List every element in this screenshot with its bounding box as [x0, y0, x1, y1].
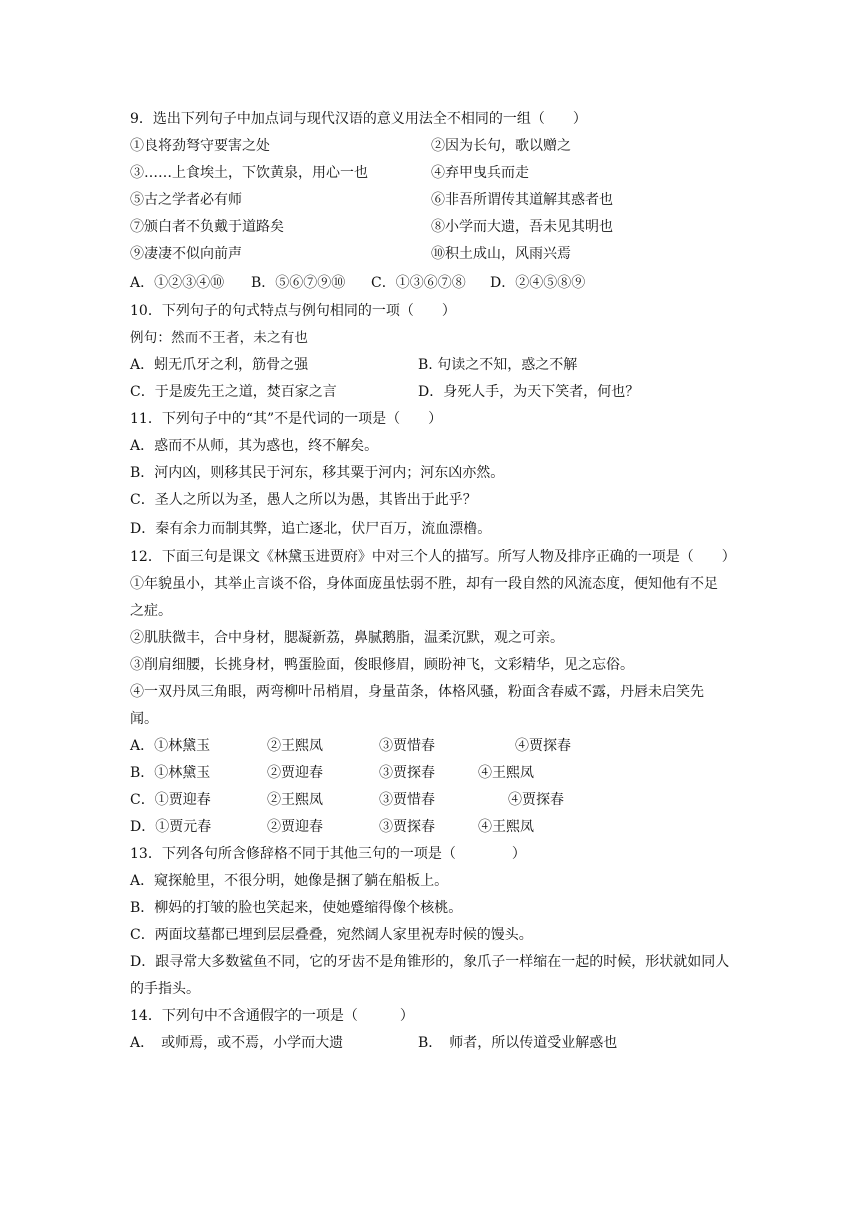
q12-option-c-2: ②王熙凤: [267, 792, 323, 808]
q11-option-d: D．秦有余力而制其弊，追亡逐北，伏尸百万，流血漂橹。: [130, 521, 492, 537]
q11-stem: 11．下列句子中的“其”不是代词的一项是（ ）: [130, 411, 443, 427]
q9-item-10: ⑩积土成山，风雨兴焉: [431, 246, 571, 262]
q9-option-a: A．①②③④⑩: [130, 275, 225, 291]
q10-option-a: A．蚓无爪牙之利，筋骨之强: [130, 357, 309, 373]
q9-item-6: ⑥非吾所谓传其道解其惑者也: [431, 192, 613, 208]
q12-option-a-4: ④贾探春: [515, 738, 571, 754]
q12-passage-4: ④一双丹凤三角眼，两弯柳叶吊梢眉，身量苗条，体格风骚，粉面含春威不露，丹唇未启笑先闻。: [130, 684, 704, 727]
q12-passage-2: ②肌肤微丰，合中身材，腮凝新荔，鼻腻鹅脂，温柔沉默，观之可亲。: [130, 630, 564, 646]
q12-option-d-2: ②贾迎春: [267, 819, 323, 835]
q9-options: [130, 268, 730, 298]
exam-page: [130, 106, 736, 1057]
q11-option-c: C．圣人之所以为圣，愚人之所以为愚，其皆出于此乎？: [130, 492, 477, 508]
q12-passage-1: ①年貌虽小，其举止言谈不俗，身体面庞虽怯弱不胜，却有一段自然的风流态度，便知他有不足之症。: [130, 576, 718, 619]
q12-option-a-2: ②王熙凤: [267, 738, 323, 754]
q12-option-a-1: A．①林黛玉: [130, 738, 211, 754]
q9-option-d: D．②④⑤⑧⑨: [490, 275, 586, 291]
q9-item-9: ⑨凄凄不似向前声: [130, 246, 242, 262]
q9-row: [130, 133, 730, 160]
q12-option-d: [130, 814, 730, 841]
q12-option-a-3: ③贾惜春: [379, 738, 435, 754]
q13-option-a: A．窥探舱里，不很分明，她像是捆了躺在船板上。: [130, 873, 449, 889]
q12-option-c-4: ④贾探春: [508, 792, 564, 808]
q9-row: [130, 214, 730, 241]
q9-option-c: C．①③⑥⑦⑧: [371, 275, 466, 291]
q9-item-7: ⑦颁白者不负戴于道路矣: [130, 219, 284, 235]
q12-stem: 12．下面三句是课文《林黛玉进贾府》中对三个人的描写。所写人物及排序正确的一项是（ ）: [130, 549, 736, 565]
q9-row: [130, 241, 730, 268]
q12-passage-3: ③削肩细腰，长挑身材，鸭蛋脸面，俊眼修眉，顾盼神飞，文彩精华，见之忘俗。: [130, 657, 634, 673]
q14-options-row: [130, 1030, 730, 1057]
q12-option-b-3: ③贾探春: [379, 765, 435, 781]
q12-option-c-1: C．①贾迎春: [130, 792, 211, 808]
q10-option-b: B. 句读之不知，惑之不解: [418, 357, 578, 373]
q12-option-b-1: B．①林黛玉: [130, 765, 211, 781]
q12-option-d-1: D．①贾元春: [130, 819, 212, 835]
q12-option-b: [130, 760, 730, 787]
q9-item-4: ④弃甲曳兵而走: [431, 165, 529, 181]
q9-item-2: ②因为长句，歌以赠之: [431, 138, 571, 154]
q10-options-row: [130, 379, 730, 406]
q13-option-d: D．跟寻常大多数鲨鱼不同，它的牙齿不是角锥形的，象爪子一样缩在一起的时候，形状就如同人的手指头。: [130, 954, 730, 997]
q9-item-3: ③……上食埃土，下饮黄泉，用心一也: [130, 165, 368, 181]
q10-option-c: C．于是废先王之道，焚百家之言: [130, 384, 337, 400]
q12-option-a: [130, 733, 730, 760]
q14-stem: 14．下列句中不含通假字的一项是（ ）: [130, 1008, 414, 1024]
q11-option-b: B．河内凶，则移其民于河东，移其粟于河内；河东凶亦然。: [130, 465, 505, 481]
q12-option-c: [130, 787, 730, 814]
q9-row: [130, 160, 730, 187]
q12-option-d-3: ③贾探春: [379, 819, 435, 835]
q9-item-1: ①良将劲弩守要害之处: [130, 138, 270, 154]
q9-item-8: ⑧小学而大遗，吾未见其明也: [431, 219, 613, 235]
q9-option-b: B．⑤⑥⑦⑨⑩: [251, 275, 346, 291]
q12-option-d-4: ④王熙凤: [478, 819, 534, 835]
q13-option-b: B．柳妈的打皱的脸也笑起来，使她蹙缩得像个核桃。: [130, 900, 463, 916]
q12-option-c-3: ③贾惜春: [379, 792, 435, 808]
q9-stem: 9．选出下列句子中加点词与现代汉语的意义用法全不相同的一组（ ）: [130, 111, 587, 127]
q10-example: 例句：然而不王者，未之有也: [130, 330, 309, 346]
q10-stem: 10．下列句子的句式特点与例句相同的一项（ ）: [130, 303, 456, 319]
q9-row: [130, 187, 730, 214]
q14-option-b: B． 师者，所以传道受业解惑也: [418, 1035, 618, 1051]
q13-option-c: C．两面坟墓都已埋到层层叠叠，宛然阔人家里祝寿时候的馒头。: [130, 927, 533, 943]
q13-stem: 13．下列各句所含修辞格不同于其他三句的一项是（ ）: [130, 846, 526, 862]
q12-option-b-4: ④王熙凤: [478, 765, 534, 781]
q11-option-a: A．惑而不从师，其为惑也，终不解矣。: [130, 438, 379, 454]
q10-options-row: [130, 352, 730, 379]
q14-option-a: A． 或师焉，或不焉，小学而大遗: [130, 1035, 344, 1051]
q9-item-5: ⑤古之学者必有师: [130, 192, 242, 208]
q12-option-b-2: ②贾迎春: [267, 765, 323, 781]
q10-option-d: D．身死人手，为天下笑者，何也？: [418, 384, 640, 400]
